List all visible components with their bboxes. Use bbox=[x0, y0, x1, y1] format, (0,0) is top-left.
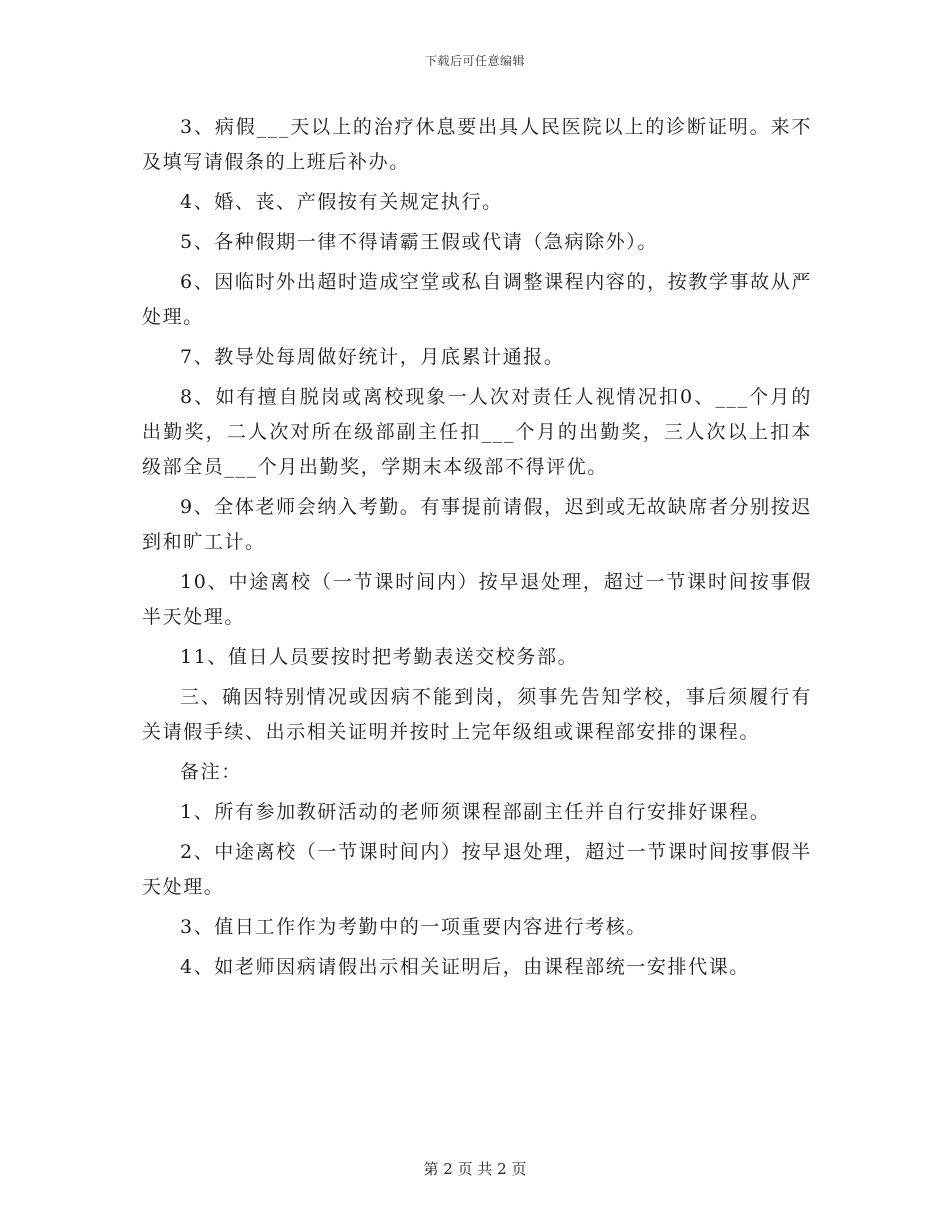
note-item-2: 2、中途离校（一节课时间内）按早退处理，超过一节课时间按事假半天处理。 bbox=[142, 841, 812, 898]
paragraph-special-circumstances: 三、确因特别情况或因病不能到岗，须事先告知学校，事后须履行有关请假手续、出示相关证明并按时上完年级组或课程部安排的课程。 bbox=[142, 686, 812, 743]
note-item-4: 4、如老师因病请假出示相关证明后，由课程部统一安排代课。 bbox=[180, 956, 750, 978]
paragraph-teaching-accident: 6、因临时外出超时造成空堂或私自调整课程内容的，按教学事故从严处理。 bbox=[142, 271, 812, 328]
paragraph-duty-report: 11、值日人员要按时把考勤表送交校务部。 bbox=[180, 646, 579, 668]
document-body bbox=[142, 110, 812, 990]
note-item-3: 3、值日工作作为考勤中的一项重要内容进行考核。 bbox=[180, 916, 647, 938]
paragraph-sick-leave: 3、病假___天以上的治疗休息要出具人民医院以上的诊断证明。来不及填写请假条的上班后补办。 bbox=[142, 116, 812, 173]
paragraph-no-proxy-leave: 5、各种假期一律不得请霸王假或代请（急病除外）。 bbox=[180, 231, 658, 253]
paragraph-early-leave: 10、中途离校（一节课时间内）按早退处理，超过一节课时间按事假半天处理。 bbox=[142, 571, 812, 628]
header-note: 下载后可任意编辑 bbox=[424, 54, 525, 68]
paragraph-marriage-leave: 4、婚、丧、产假按有关规定执行。 bbox=[180, 191, 503, 213]
paragraph-weekly-statistics: 7、教导处每周做好统计，月底累计通报。 bbox=[180, 346, 565, 368]
paragraph-absence-penalty: 8、如有擅自脱岗或离校现象一人次对责任人视情况扣0、___个月的出勤奖，二人次对所在级部副主任扣___个月的出勤奖，三人次以上扣本级部全员___个月出勤奖，学期末本级部不得评优。 bbox=[142, 386, 812, 478]
page-number: 第 2 页 共 2 页 bbox=[423, 1160, 527, 1178]
paragraph-meeting-attendance: 9、全体老师会纳入考勤。有事提前请假，迟到或无故缺席者分别按迟到和旷工计。 bbox=[142, 496, 812, 553]
note-item-1: 1、所有参加教研活动的老师须课程部副主任并自行安排好课程。 bbox=[180, 801, 771, 823]
notes-heading: 备注： bbox=[180, 761, 242, 783]
